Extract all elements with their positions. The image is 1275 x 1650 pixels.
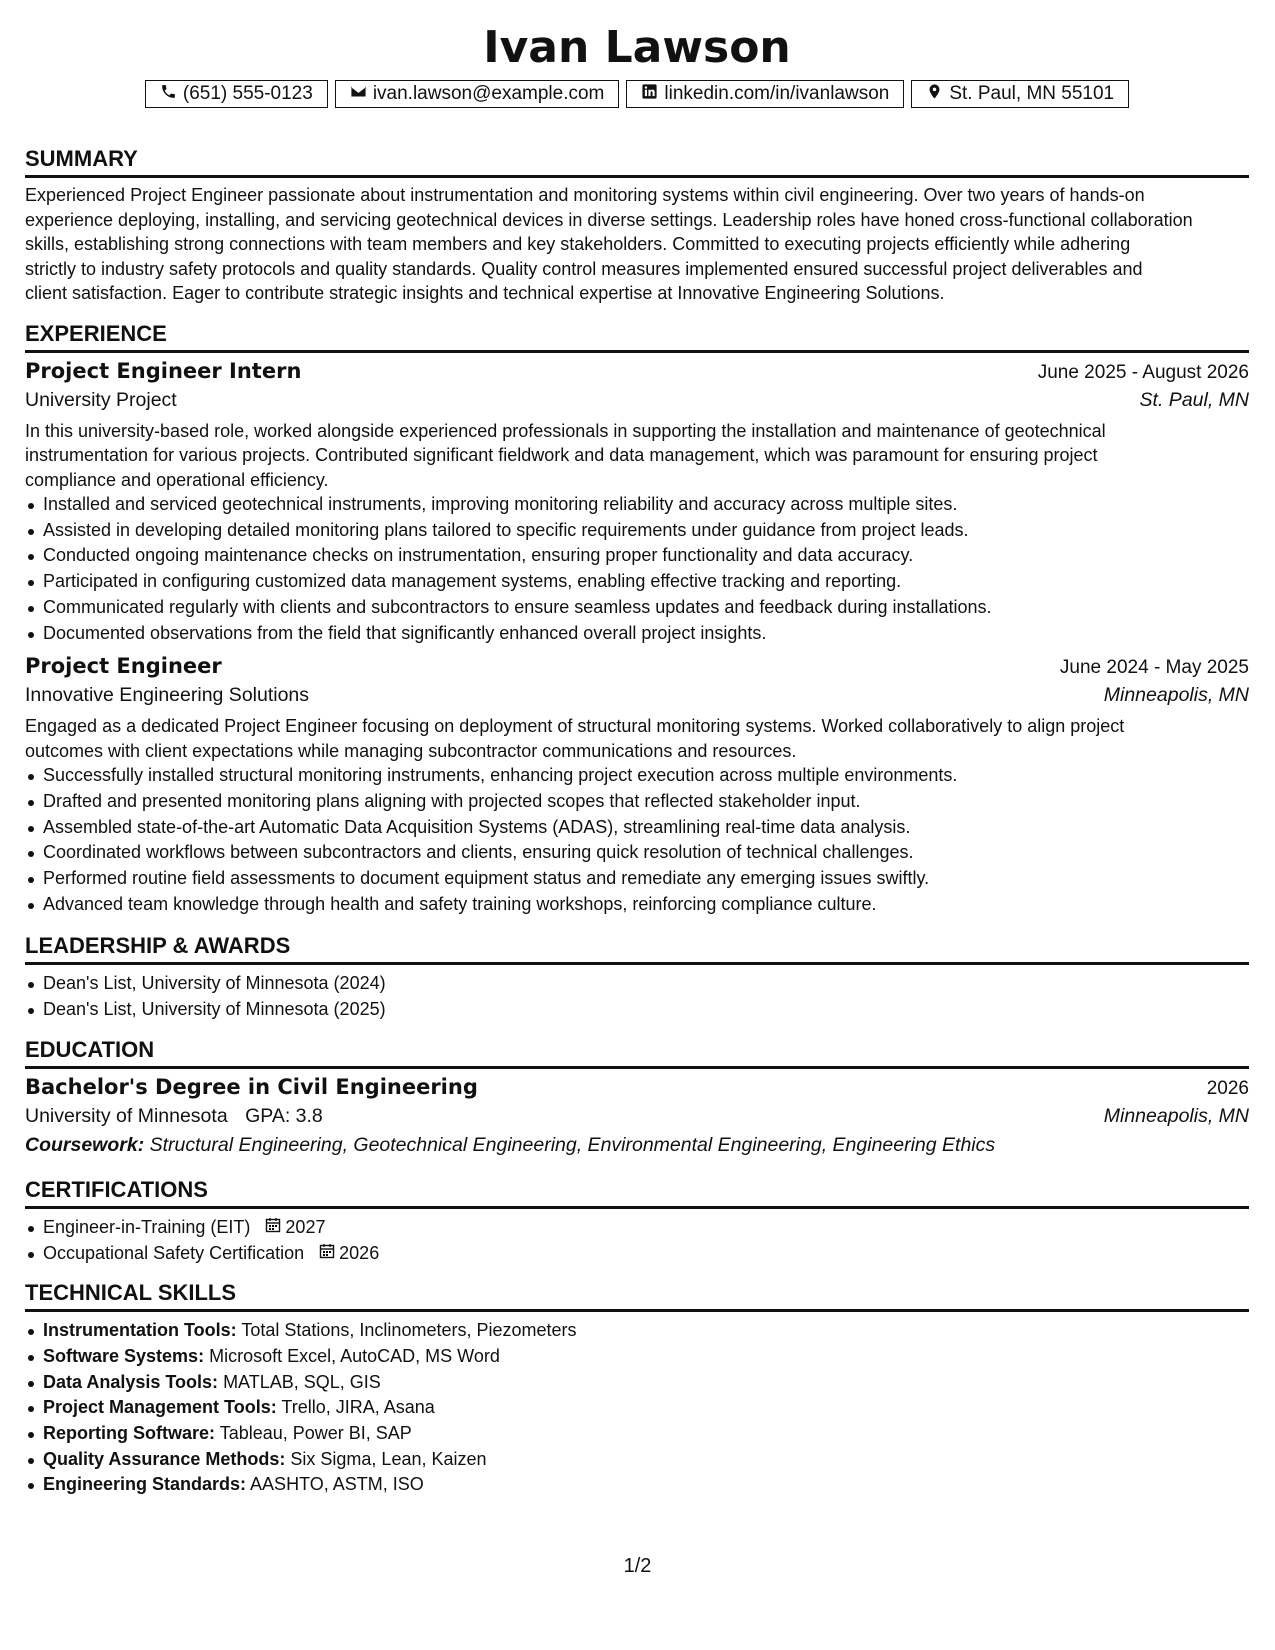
job-entry xyxy=(25,359,1249,647)
skill-value: Total Stations, Inclinometers, Piezometers xyxy=(241,1320,577,1341)
map-marker-icon xyxy=(926,83,943,106)
skill-item xyxy=(43,1370,1249,1396)
skill-value: MATLAB, SQL, GIS xyxy=(223,1371,381,1392)
job-role: Project Engineer xyxy=(25,654,222,679)
certification-name: Engineer-in-Training (EIT) xyxy=(43,1216,251,1237)
award-item: Dean's List, University of Minnesota (2025) xyxy=(43,997,1249,1023)
job-bullet: Conducted ongoing maintenance checks on instrumentation, ensuring proper functionality and data accuracy. xyxy=(43,543,1249,569)
job-bullet: Successfully installed structural monitoring instruments, enhancing project execution across multiple environments. xyxy=(43,763,1249,789)
section-title-awards: LEADERSHIP & AWARDS xyxy=(25,933,1249,965)
certification-year: 2026 xyxy=(339,1242,380,1263)
summary-line: strictly to industry safety protocols and quality standards. Quality control measures implemented ensured successful project deliverables and xyxy=(25,258,1143,279)
education-section xyxy=(25,1037,1249,1157)
job-description xyxy=(25,714,1249,763)
job-entry xyxy=(25,654,1249,917)
certification-item xyxy=(43,1241,1249,1267)
school-name: University of Minnesota xyxy=(25,1104,228,1127)
summary-section xyxy=(25,146,1249,306)
certifications-list xyxy=(25,1215,1249,1266)
contact-email[interactable] xyxy=(335,80,620,108)
certification-name: Occupational Safety Certification xyxy=(43,1242,305,1263)
skills-list xyxy=(25,1318,1249,1498)
job-bullet: Assembled state-of-the-art Automatic Data Acquisition Systems (ADAS), streamlining real-time data analysis. xyxy=(43,815,1249,841)
skill-label: Project Management Tools: xyxy=(43,1397,277,1418)
skill-item xyxy=(43,1344,1249,1370)
job-org: University Project xyxy=(25,388,177,411)
skill-item xyxy=(43,1421,1249,1447)
skill-label: Reporting Software: xyxy=(43,1423,216,1444)
linkedin-text: linkedin.com/in/ivanlawson xyxy=(664,83,890,104)
awards-section xyxy=(25,933,1249,1022)
calendar-icon xyxy=(319,1241,339,1267)
job-description-line: instrumentation for various projects. Contributed significant fieldwork and data management, which was paramount for ensuring project xyxy=(25,445,1098,465)
award-item: Dean's List, University of Minnesota (2024) xyxy=(43,971,1249,997)
skills-section xyxy=(25,1280,1249,1498)
coursework-label: Coursework: xyxy=(25,1133,145,1156)
job-description-line: In this university-based role, worked alongside experienced professionals in supporting the installation and maintenance of geotechnical xyxy=(25,420,1106,441)
skill-label: Software Systems: xyxy=(43,1345,205,1366)
section-title-experience: EXPERIENCE xyxy=(25,321,1249,353)
envelope-icon xyxy=(350,83,367,106)
summary-text xyxy=(25,183,1249,306)
section-title-summary: SUMMARY xyxy=(25,146,1249,178)
job-org: Innovative Engineering Solutions xyxy=(25,684,310,707)
job-bullet: Participated in configuring customized data management systems, enabling effective tracking and reporting. xyxy=(43,569,1249,595)
skill-label: Data Analysis Tools: xyxy=(43,1371,219,1392)
resume-page xyxy=(25,22,1249,1498)
skill-value: Six Sigma, Lean, Kaizen xyxy=(290,1448,487,1469)
contact-phone[interactable] xyxy=(145,80,328,108)
job-description-line: outcomes with client expectations while managing subcontractor communications and resources. xyxy=(25,740,797,761)
job-location: St. Paul, MN xyxy=(1139,388,1249,411)
job-bullet: Coordinated workflows between subcontractors and clients, ensuring quick resolution of technical challenges. xyxy=(43,840,1249,866)
coursework xyxy=(25,1134,1249,1157)
job-bullet: Documented observations from the field that significantly enhanced overall project insights. xyxy=(43,621,1249,647)
phone-text: (651) 555-0123 xyxy=(182,83,313,104)
job-bullet: Drafted and presented monitoring plans aligning with projected scopes that reflected stakeholder input. xyxy=(43,789,1249,815)
job-bullets xyxy=(25,763,1249,917)
skill-item xyxy=(43,1472,1249,1498)
job-bullet: Performed routine field assessments to document equipment status and remediate any emerging issues swiftly. xyxy=(43,866,1249,892)
skill-value: Trello, JIRA, Asana xyxy=(281,1397,435,1418)
job-description-line: Engaged as a dedicated Project Engineer focusing on deployment of structural monitoring systems. Worked collaboratively to align project xyxy=(25,716,1125,737)
degree-title: Bachelor's Degree in Civil Engineering xyxy=(25,1074,478,1099)
skill-value: Tableau, Power BI, SAP xyxy=(219,1423,412,1444)
graduation-year: 2026 xyxy=(1206,1077,1249,1099)
job-bullet: Assisted in developing detailed monitoring plans tailored to specific requirements under guidance from project leads. xyxy=(43,518,1249,544)
job-location: Minneapolis, MN xyxy=(1103,684,1249,707)
summary-line: Experienced Project Engineer passionate about instrumentation and monitoring systems within civil engineering. Over two years of hands-on xyxy=(25,185,1145,205)
skill-item xyxy=(43,1318,1249,1344)
job-description-line: compliance and operational efficiency. xyxy=(25,469,329,490)
skill-label: Engineering Standards: xyxy=(43,1474,247,1495)
certification-item xyxy=(43,1215,1249,1241)
linkedin-icon xyxy=(641,83,658,106)
awards-list xyxy=(25,971,1249,1022)
gpa: GPA: 3.8 xyxy=(245,1104,323,1127)
skill-label: Instrumentation Tools: xyxy=(43,1320,237,1341)
job-role: Project Engineer Intern xyxy=(25,358,302,383)
phone-icon xyxy=(160,83,177,106)
job-bullet: Communicated regularly with clients and subcontractors to ensure seamless updates and feedback during installations. xyxy=(43,595,1249,621)
school-location: Minneapolis, MN xyxy=(1103,1104,1249,1127)
job-dates: June 2025 - August 2026 xyxy=(1037,361,1249,383)
coursework-text: Structural Engineering, Geotechnical Engineering, Environmental Engineering, Engineering Ethics xyxy=(149,1133,996,1156)
job-bullets xyxy=(25,492,1249,646)
job-description xyxy=(25,419,1249,493)
contact-bar xyxy=(25,80,1249,108)
summary-line: experience deploying, installing, and servicing geotechnical devices in diverse settings. Leadership roles have honed cross-functional collaboration xyxy=(25,209,1193,230)
contact-linkedin[interactable] xyxy=(626,80,904,108)
skill-value: AASHTO, ASTM, ISO xyxy=(250,1474,424,1495)
skill-item xyxy=(43,1447,1249,1473)
candidate-name: Ivan Lawson xyxy=(483,22,791,73)
skill-item xyxy=(43,1395,1249,1421)
job-dates: June 2024 - May 2025 xyxy=(1059,657,1249,679)
contact-location[interactable] xyxy=(911,80,1129,108)
experience-section xyxy=(25,321,1249,918)
certifications-section xyxy=(25,1177,1249,1266)
section-title-skills: TECHNICAL SKILLS xyxy=(25,1280,1249,1312)
skill-value: Microsoft Excel, AutoCAD, MS Word xyxy=(209,1345,500,1366)
summary-line: client satisfaction. Eager to contribute strategic insights and technical expertise at Innovative Engineering Solutions. xyxy=(25,283,945,303)
summary-line: skills, establishing strong connections with team members and key stakeholders. Committed to executing projects efficiently while adhering xyxy=(25,234,1131,254)
calendar-icon xyxy=(265,1215,285,1241)
email-text: ivan.lawson@example.com xyxy=(372,83,605,104)
section-title-education: EDUCATION xyxy=(25,1037,1249,1069)
job-bullet: Advanced team knowledge through health and safety training workshops, reinforcing compliance culture. xyxy=(43,892,1249,918)
job-bullet: Installed and serviced geotechnical instruments, improving monitoring reliability and accuracy across multiple sites. xyxy=(43,492,1249,518)
page-number: 1/2 xyxy=(623,1555,652,1577)
certification-year: 2027 xyxy=(285,1216,326,1237)
location-text: St. Paul, MN 55101 xyxy=(949,83,1115,104)
skill-label: Quality Assurance Methods: xyxy=(43,1448,286,1469)
section-title-certifications: CERTIFICATIONS xyxy=(25,1177,1249,1209)
